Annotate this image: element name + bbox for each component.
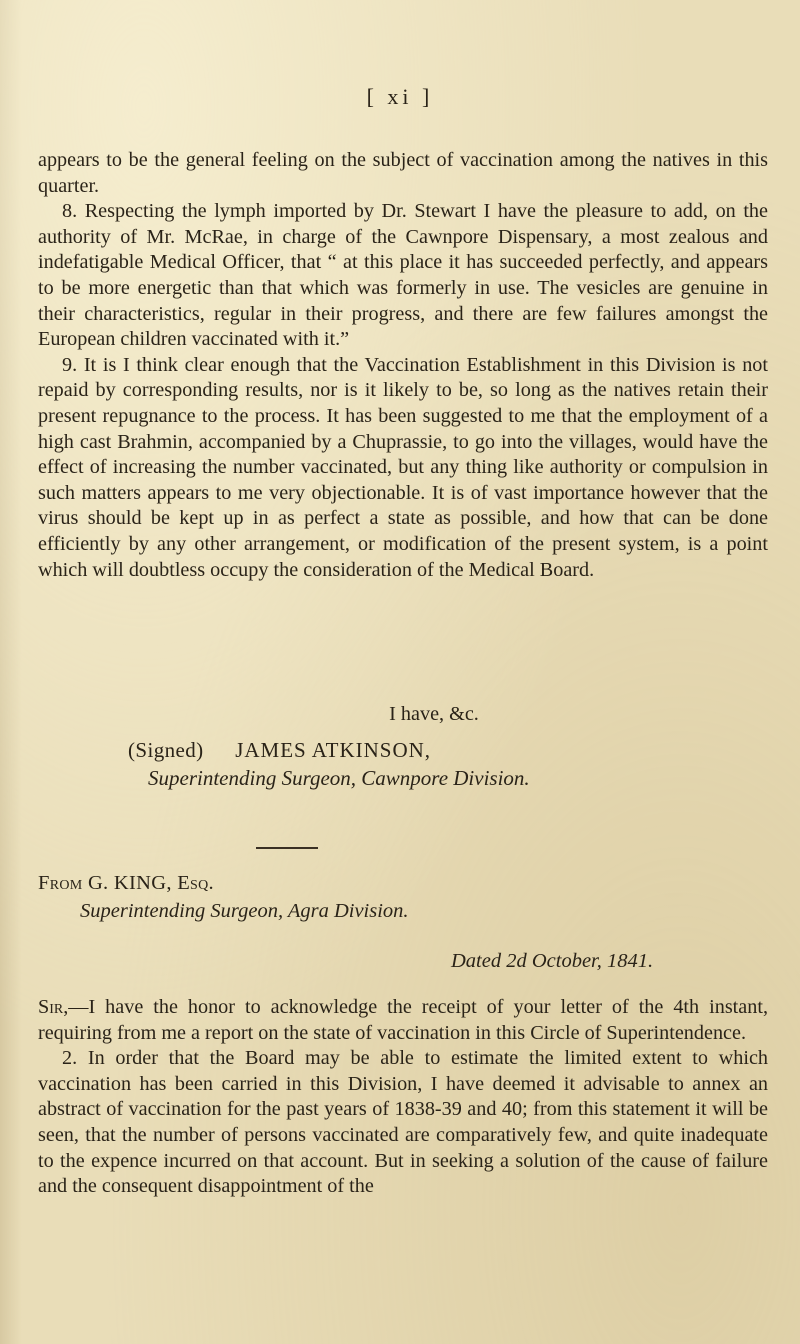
paragraph-8: 8. Respecting the lymph imported by Dr. Stewart I have the pleasure to add, on the authority of Mr. McRae, in charge of the Cawnpore Dispensary, a most zealous and indefatigable Medical Officer, that “ at this place it has succeeded perfectly, and appears to be more energetic than that which was formerly in use. The vesicles are genuine in their characteristics, regular in their progress, and there are few failures amongst the European children vaccinated with it.” (38, 200, 768, 351)
paragraph-1-text: —I have the honor to acknowledge the receipt of your letter of the 4th instant, requiring from me a report on the state of vaccination in this Circle of Superintendence. (38, 996, 768, 1044)
signed-label: (Signed) (128, 738, 204, 762)
signer-name: JAMES ATKINSON, (235, 738, 432, 762)
signer-title: Superintending Surgeon, Cawnpore Division. (148, 766, 530, 790)
from-suffix: Esq. (177, 872, 214, 894)
page-number: [ xi ] (366, 84, 434, 109)
from-name: G. KING, (87, 872, 172, 894)
paragraph-9: 9. It is I think clear enough that the Vaccination Establishment in this Division is not repaid by corresponding results, nor is it likely to be, so long as the natives retain their present repugnance to the process. It has been suggested to me that the employment of a high cast Brahmin, accompanied by a Chuprassie, to go into the villages, would have the effect of increasing the number vaccinated, but any thing like authority or compulsion in such matters appears to me very objectionable. It is of vast importance however that the virus should be kept up in as perfect a state as possible, and how that can be done efficiently by any other arrangement, or modification of the present system, is a point which will doubtless occupy the consideration of the Medical Board. (38, 353, 768, 581)
paragraph-continuation: appears to be the general feeling on the subject of vaccination among the natives in this quarter. (38, 149, 768, 197)
paragraph-2: 2. In order that the Board may be able to estimate the limited extent to which vaccination has been carried in this Division, I have deemed it advisable to annex an abstract of vaccination for the past years of 1838-39 and 40; from this statement it will be seen, that the number of persons vaccinated are comparatively few, and quite inadequate to the expence incurred on that account. But in seeking a solution of the cause of failure and the consequent disappointment of the (38, 1047, 768, 1198)
dated-line: Dated 2d October, 1841. (451, 950, 654, 972)
letter-king-body (38, 995, 768, 1200)
from-line (38, 872, 214, 895)
from-label: From (38, 872, 83, 894)
paragraph-1 (38, 995, 768, 1046)
signature-line (128, 738, 431, 763)
section-divider (256, 847, 318, 849)
from-title: Superintending Surgeon, Agra Division. (80, 900, 409, 922)
salutation: Sir, (38, 996, 69, 1018)
letter-atkinson-body (38, 148, 768, 583)
closing-line: I have, &c. (389, 703, 479, 725)
